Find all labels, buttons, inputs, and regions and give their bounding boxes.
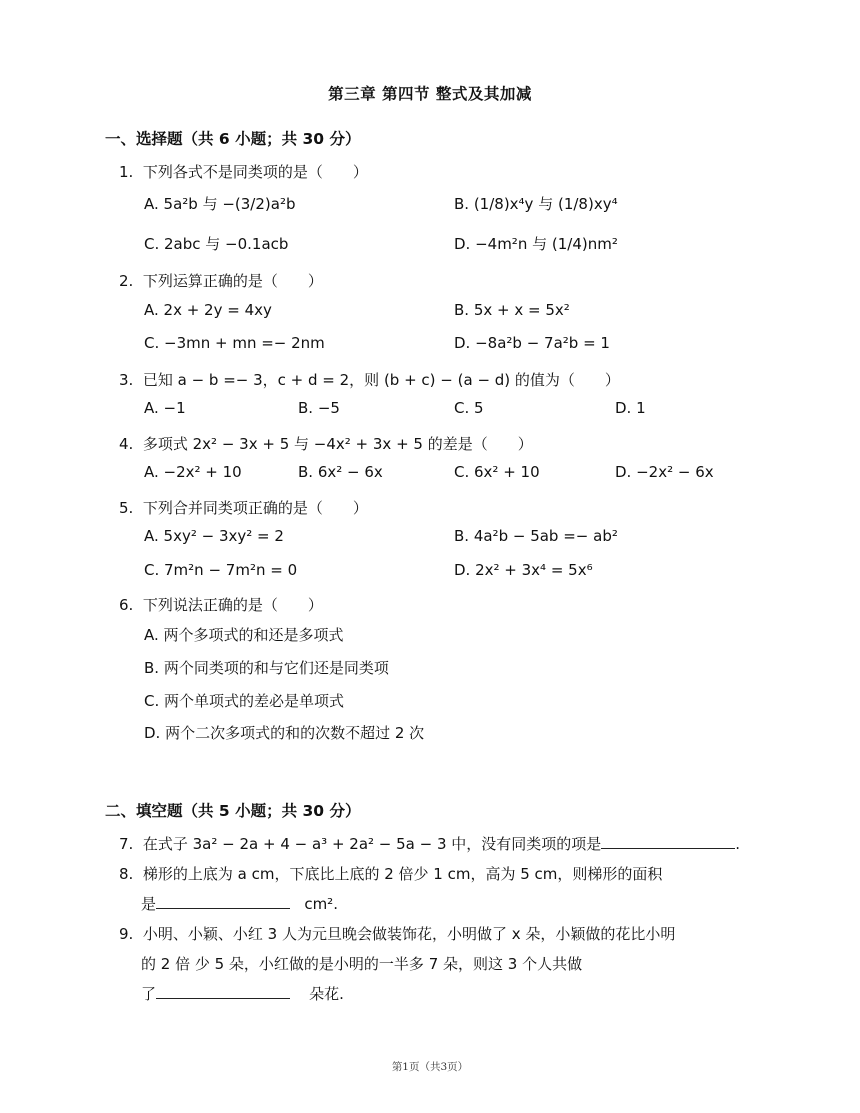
option-4b: B. 6x² − 6x [298,463,383,481]
option-1c: C. 2abc 与 −0.1acb [144,235,289,253]
question-text: 是 [141,895,157,913]
question-6 [119,594,323,615]
option-5c: C. 7m²n − 7m²n = 0 [144,561,298,579]
option-3a: A. −1 [144,399,186,417]
question-8 [119,863,662,884]
question-text: 下列说法正确的是（ ） [142,596,323,614]
question-number: 4. [119,435,134,453]
question-1 [119,161,368,182]
question-number: 6. [119,596,134,614]
question-number: 3. [119,371,134,389]
question-3 [119,369,620,390]
option-2a: A. 2x + 2y = 4xy [144,301,272,319]
question-number: 1. [119,163,134,181]
question-end: . [735,835,741,853]
option-3b: B. −5 [298,399,340,417]
question-text: 了 [141,985,157,1003]
option-5b: B. 4a²b − 5ab =− ab² [454,527,618,545]
question-end: 朵花. [309,985,344,1003]
option-5a: A. 5xy² − 3xy² = 2 [144,527,284,545]
question-text: 下列合并同类项正确的是（ ） [142,499,368,517]
section-heading-choice: 一、选择题（共 6 小题；共 30 分） [105,130,361,148]
option-3d: D. 1 [615,399,646,417]
option-6c: C. 两个单项式的差必是单项式 [144,692,345,710]
question-5 [119,497,368,518]
option-4a: A. −2x² + 10 [144,463,242,481]
option-6d: D. 两个二次多项式的和的次数不超过 2 次 [144,724,425,742]
question-text: 下列各式不是同类项的是（ ） [142,163,368,181]
question-text: 多项式 2x² − 3x + 5 与 −4x² + 3x + 5 的差是（ ） [142,435,533,453]
option-4c: C. 6x² + 10 [454,463,540,481]
answer-blank[interactable] [156,982,290,999]
answer-blank[interactable] [156,892,290,909]
option-6a: A. 两个多项式的和还是多项式 [144,626,344,644]
section-heading-fill: 二、填空题（共 5 小题；共 30 分） [105,802,361,820]
question-9 [119,923,675,944]
question-text: 下列运算正确的是（ ） [142,272,323,290]
question-number: 7. [119,835,134,853]
option-4d: D. −2x² − 6x [615,463,714,481]
question-8-line2 [141,892,338,914]
option-1d: D. −4m²n 与 (1/4)nm² [454,235,618,253]
question-text: 在式子 3a² − 2a + 4 − a³ + 2a² − 5a − 3 中，没有同类项的项是 [142,835,602,853]
option-2b: B. 5x + x = 5x² [454,301,570,319]
question-number: 5. [119,499,134,517]
question-text: 梯形的上底为 a cm，下底比上底的 2 倍少 1 cm，高为 5 cm，则梯形的面积 [142,865,663,883]
question-9-line2: 的 2 倍 少 5 朵，小红做的是小明的一半多 7 朵，则这 3 个人共做 [141,955,583,973]
question-9-line3 [141,982,344,1004]
option-3c: C. 5 [454,399,484,417]
option-2c: C. −3mn + mn =− 2nm [144,334,325,352]
question-text: 小明、小颖、小红 3 人为元旦晚会做装饰花，小明做了 x 朵，小颖做的花比小明 [142,925,676,943]
option-2d: D. −8a²b − 7a²b = 1 [454,334,610,352]
option-6b: B. 两个同类项的和与它们还是同类项 [144,659,389,677]
answer-blank[interactable] [601,832,735,849]
question-number: 2. [119,272,134,290]
option-5d: D. 2x² + 3x⁴ = 5x⁶ [454,561,593,579]
question-4 [119,433,533,454]
option-1b: B. (1/8)x⁴y 与 (1/8)xy⁴ [454,195,618,213]
option-1a: A. 5a²b 与 −(3/2)a²b [144,195,296,213]
question-7 [119,832,740,854]
page-footer: 第1页（共3页） [391,1061,469,1073]
question-number: 9. [119,925,134,943]
question-text: 已知 a − b =− 3，c + d = 2，则 (b + c) − (a − d) 的值为（ ） [142,371,620,389]
question-unit: cm². [304,895,338,913]
question-2 [119,270,323,291]
question-number: 8. [119,865,134,883]
page-title: 第三章 第四节 整式及其加减 [328,85,532,103]
